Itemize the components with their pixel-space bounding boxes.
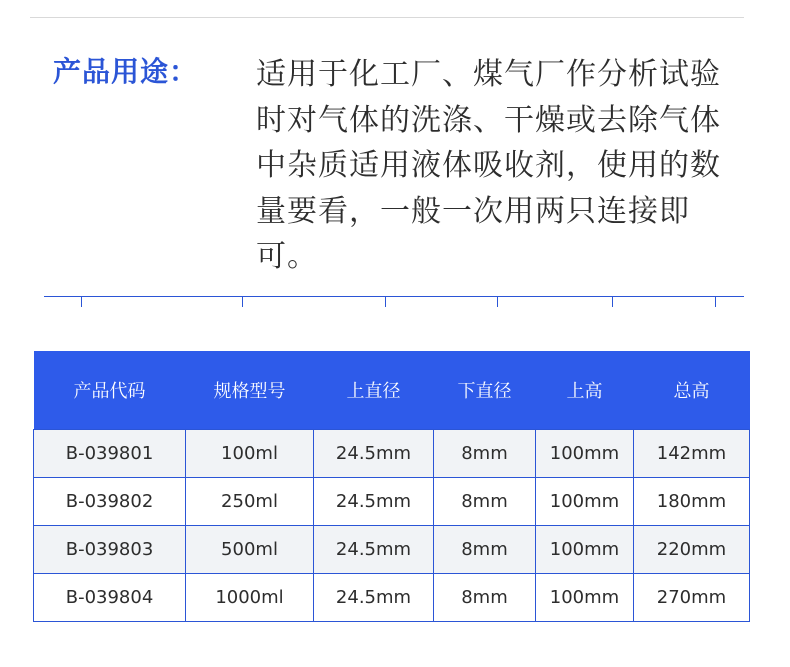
cell-bottom-diameter: 8mm [434, 526, 536, 574]
ruler-tick [242, 296, 243, 307]
cell-product-code: B-039804 [34, 574, 186, 622]
table-header-row [34, 351, 750, 430]
header-top-height: 上高 [536, 351, 634, 430]
cell-total-height: 180mm [634, 478, 750, 526]
cell-top-height: 100mm [536, 430, 634, 478]
cell-top-height: 100mm [536, 526, 634, 574]
ruler-tick [81, 296, 82, 307]
usage-description: 适用于化工厂、煤气厂作分析试验时对气体的洗涤、干燥或去除气体中杂质适用液体吸收剂，使用的数量要看，一般一次用两只连接即可。 [256, 57, 721, 274]
cell-spec-model: 100ml [186, 430, 314, 478]
cell-top-diameter: 24.5mm [314, 574, 434, 622]
header-top-diameter: 上直径 [314, 351, 434, 430]
header-spec-model: 规格型号 [186, 351, 314, 430]
cell-spec-model: 250ml [186, 478, 314, 526]
cell-product-code: B-039801 [34, 430, 186, 478]
table-row [34, 574, 750, 622]
ruler-tick [612, 296, 613, 307]
cell-top-height: 100mm [536, 574, 634, 622]
cell-total-height: 142mm [634, 430, 750, 478]
header-total-height: 总高 [634, 351, 750, 430]
cell-bottom-diameter: 8mm [434, 430, 536, 478]
cell-top-diameter: 24.5mm [314, 526, 434, 574]
cell-top-height: 100mm [536, 478, 634, 526]
ruler-tick [385, 296, 386, 307]
cell-total-height: 270mm [634, 574, 750, 622]
cell-spec-model: 1000ml [186, 574, 314, 622]
cell-total-height: 220mm [634, 526, 750, 574]
cell-product-code: B-039803 [34, 526, 186, 574]
table-row [34, 526, 750, 574]
ruler-line [44, 296, 744, 297]
spec-table [33, 351, 750, 622]
usage-label: 产品用途： [53, 55, 199, 88]
cell-spec-model: 500ml [186, 526, 314, 574]
ruler-tick [497, 296, 498, 307]
cell-top-diameter: 24.5mm [314, 478, 434, 526]
ruler-divider [44, 296, 744, 308]
top-divider [30, 17, 744, 18]
header-product-code: 产品代码 [34, 351, 186, 430]
table-row [34, 478, 750, 526]
header-bottom-diameter: 下直径 [434, 351, 536, 430]
table-row [34, 430, 750, 478]
cell-bottom-diameter: 8mm [434, 574, 536, 622]
cell-bottom-diameter: 8mm [434, 478, 536, 526]
ruler-tick [715, 296, 716, 307]
cell-product-code: B-039802 [34, 478, 186, 526]
cell-top-diameter: 24.5mm [314, 430, 434, 478]
